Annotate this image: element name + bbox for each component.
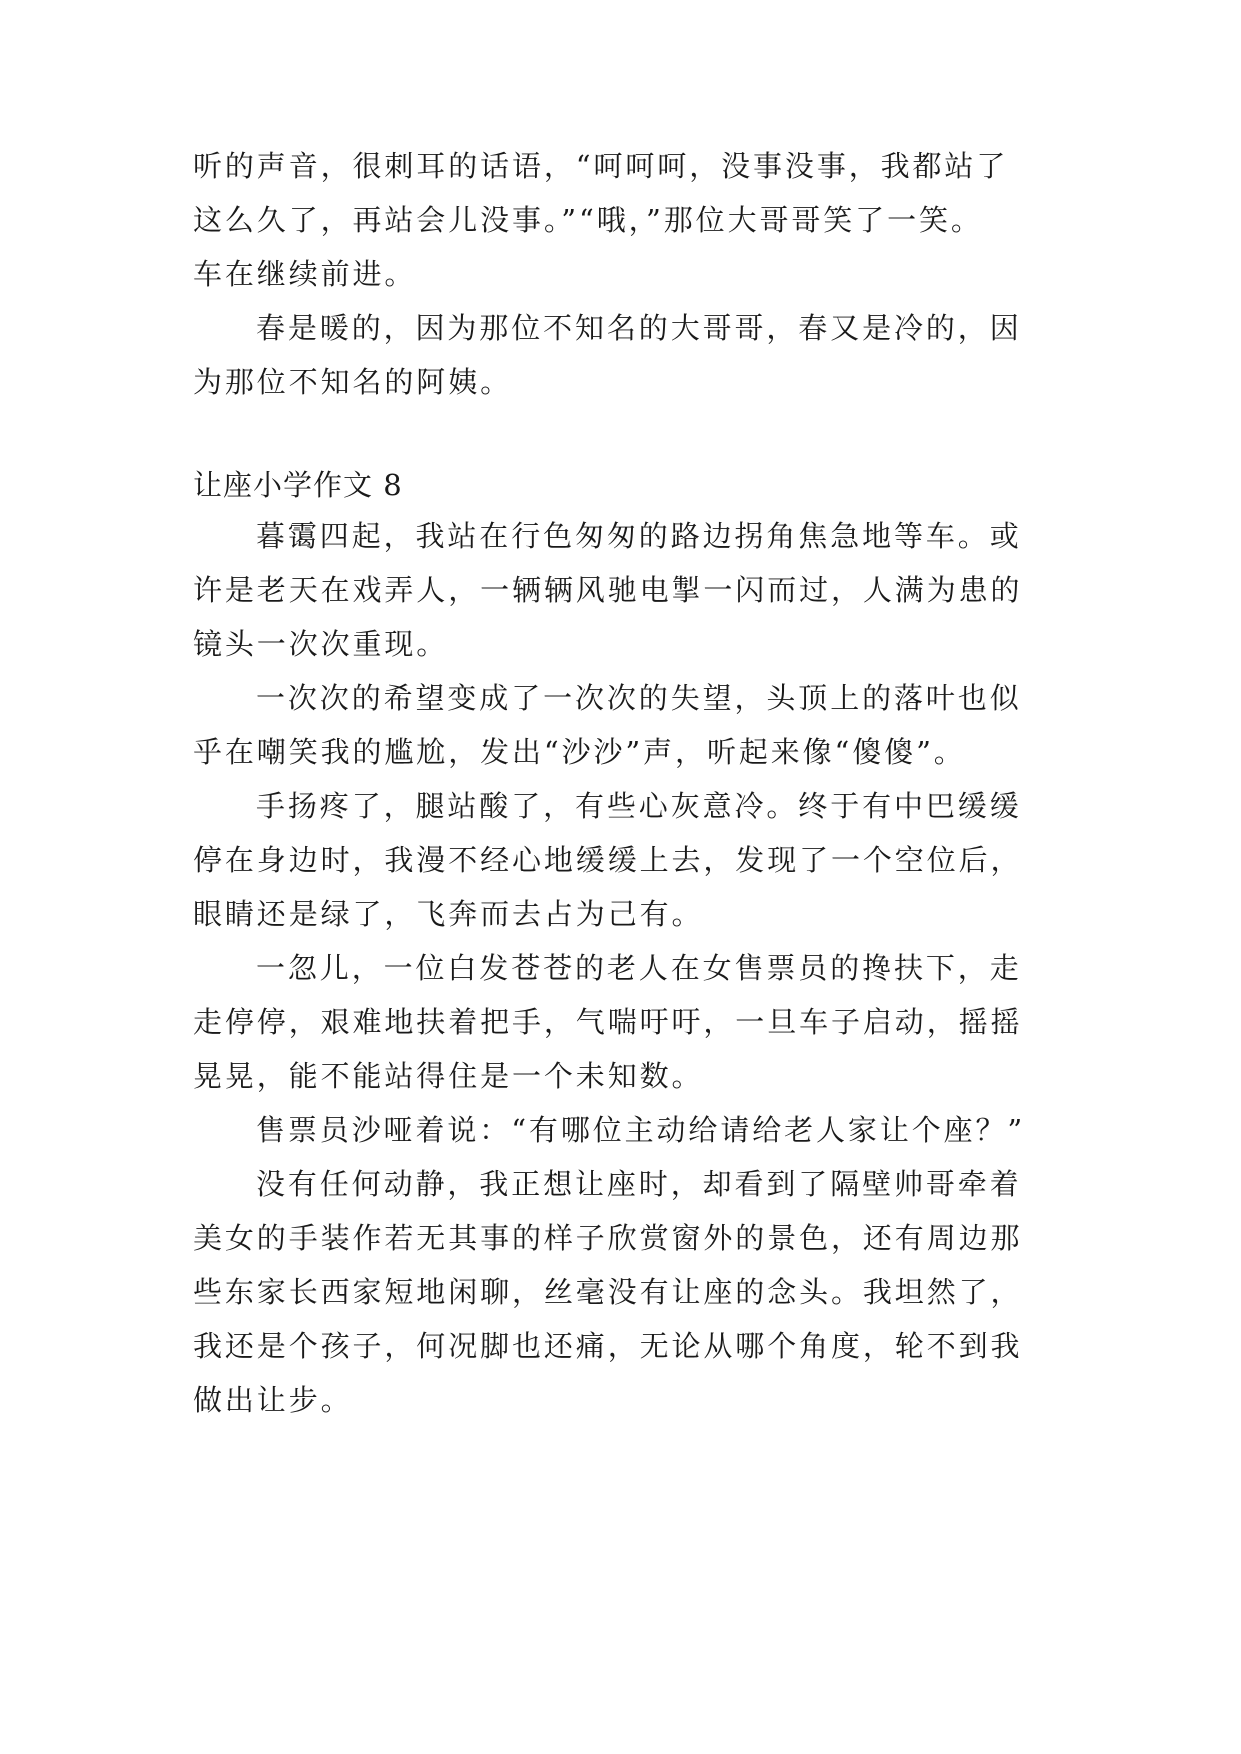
text-line: 停在身边时，我漫不经心地缓缓上去，发现了一个空位后， — [193, 843, 1023, 877]
text-line: 没有任何动静，我正想让座时，却看到了隔壁帅哥牵着 — [256, 1167, 1022, 1201]
text-line: 这么久了，再站会儿没事。”“哦，”那位大哥哥笑了一笑。 — [193, 203, 983, 237]
text-line: 乎在嘲笑我的尴尬，发出“沙沙”声，听起来像“傻傻”。 — [193, 735, 966, 769]
text-line: 听的声音，很刺耳的话语，“呵呵呵，没事没事，我都站了 — [193, 149, 1009, 183]
text-line: 晃晃，能不能站得住是一个未知数。 — [193, 1059, 704, 1093]
text-line: 一次次的希望变成了一次次的失望，头顶上的落叶也似 — [256, 681, 1022, 715]
text-line: 许是老天在戏弄人，一辆辆风驰电掣一闪而过，人满为患的 — [193, 573, 1023, 607]
text-line: 一忽儿，一位白发苍苍的老人在女售票员的搀扶下，走 — [256, 951, 1022, 985]
text-line: 我还是个孩子，何况脚也还痛，无论从哪个角度，轮不到我 — [193, 1329, 1023, 1363]
text-line: 售票员沙哑着说：“有哪位主动给请给老人家让个座？” — [256, 1113, 1026, 1147]
text-line: 为那位不知名的阿姨。 — [193, 365, 513, 399]
text-line: 手扬疼了，腿站酸了，有些心灰意冷。终于有中巴缓缓 — [256, 789, 1022, 823]
text-line: 春是暖的，因为那位不知名的大哥哥，春又是冷的，因 — [256, 311, 1022, 345]
text-line: 镜头一次次重现。 — [193, 627, 449, 661]
section-title: 让座小学作文 8 — [193, 468, 403, 502]
text-line: 车在继续前进。 — [193, 257, 417, 291]
text-line: 做出让步。 — [193, 1383, 353, 1417]
text-line: 眼睛还是绿了，飞奔而去占为己有。 — [193, 897, 704, 931]
text-line: 暮霭四起，我站在行色匆匆的路边拐角焦急地等车。或 — [256, 519, 1022, 553]
text-line: 美女的手装作若无其事的样子欣赏窗外的景色，还有周边那 — [193, 1221, 1023, 1255]
text-line: 些东家长西家短地闲聊，丝毫没有让座的念头。我坦然了， — [193, 1275, 1023, 1309]
text-line: 走停停，艰难地扶着把手，气喘吁吁，一旦车子启动，摇摇 — [193, 1005, 1023, 1039]
